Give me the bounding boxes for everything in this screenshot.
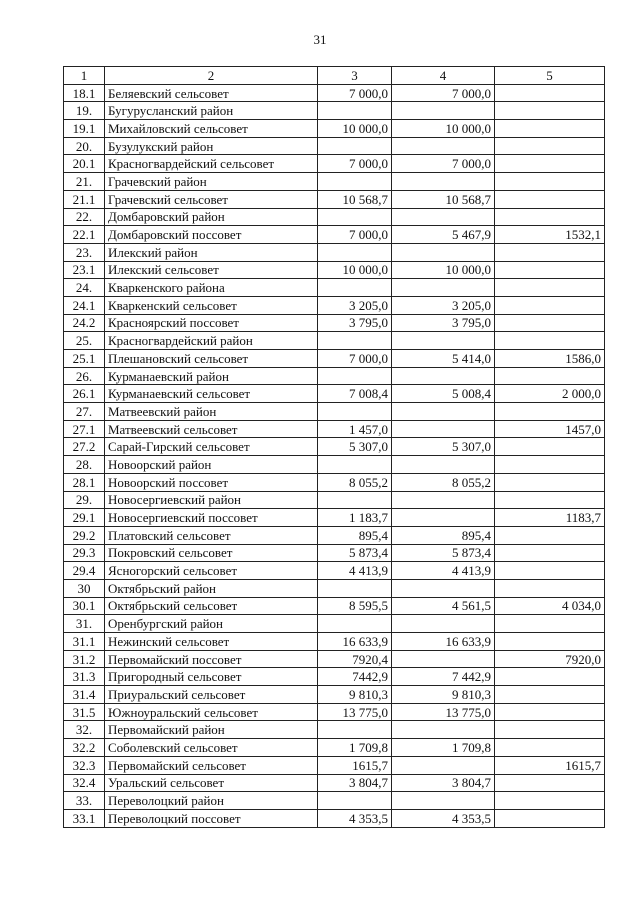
municipality-name: Первомайский район <box>105 721 318 739</box>
amount-col4: 3 205,0 <box>392 296 495 314</box>
amount-col3: 5 307,0 <box>318 438 392 456</box>
budget-table <box>63 66 605 828</box>
amount-col3: 7 000,0 <box>318 155 392 173</box>
amount-col4 <box>392 243 495 261</box>
municipality-name: Оренбургский район <box>105 615 318 633</box>
row-number: 29.1 <box>64 509 105 527</box>
row-number: 20. <box>64 137 105 155</box>
municipality-name: Красногвардейский сельсовет <box>105 155 318 173</box>
amount-col5 <box>495 544 605 562</box>
municipality-name: Плешановский сельсовет <box>105 350 318 368</box>
table-row <box>64 544 605 562</box>
amount-col4 <box>392 456 495 474</box>
amount-col3: 7 000,0 <box>318 350 392 368</box>
amount-col4 <box>392 137 495 155</box>
amount-col3: 895,4 <box>318 526 392 544</box>
municipality-name: Михайловский сельсовет <box>105 120 318 138</box>
amount-col5 <box>495 296 605 314</box>
municipality-name: Бузулукский район <box>105 137 318 155</box>
amount-col4 <box>392 615 495 633</box>
municipality-name: Первомайский поссовет <box>105 650 318 668</box>
municipality-name: Матвеевский сельсовет <box>105 420 318 438</box>
amount-col3: 13 775,0 <box>318 703 392 721</box>
row-number: 26.1 <box>64 385 105 403</box>
row-number: 32.4 <box>64 774 105 792</box>
municipality-name: Новоорский район <box>105 456 318 474</box>
municipality-name: Грачевский сельсовет <box>105 190 318 208</box>
table-row <box>64 367 605 385</box>
row-number: 27.1 <box>64 420 105 438</box>
amount-col4 <box>392 509 495 527</box>
table-row <box>64 739 605 757</box>
amount-col5: 1615,7 <box>495 756 605 774</box>
amount-col4: 4 413,9 <box>392 562 495 580</box>
amount-col5: 1183,7 <box>495 509 605 527</box>
table-row <box>64 456 605 474</box>
row-number: 32. <box>64 721 105 739</box>
amount-col5 <box>495 615 605 633</box>
amount-col4 <box>392 173 495 191</box>
amount-col4 <box>392 208 495 226</box>
row-number: 28.1 <box>64 473 105 491</box>
municipality-name: Пригородный сельсовет <box>105 668 318 686</box>
amount-col5 <box>495 243 605 261</box>
amount-col3: 4 353,5 <box>318 809 392 827</box>
row-number: 31. <box>64 615 105 633</box>
municipality-name: Переволоцкий поссовет <box>105 809 318 827</box>
row-number: 30.1 <box>64 597 105 615</box>
amount-col3: 1615,7 <box>318 756 392 774</box>
table-row <box>64 473 605 491</box>
municipality-name: Домбаровский поссовет <box>105 226 318 244</box>
row-number: 18.1 <box>64 84 105 102</box>
amount-col4: 8 055,2 <box>392 473 495 491</box>
municipality-name: Октябрьский район <box>105 579 318 597</box>
amount-col3 <box>318 721 392 739</box>
row-number: 25.1 <box>64 350 105 368</box>
amount-col5 <box>495 173 605 191</box>
amount-col5 <box>495 403 605 421</box>
municipality-name: Нежинский сельсовет <box>105 633 318 651</box>
amount-col3: 16 633,9 <box>318 633 392 651</box>
page-number: 31 <box>313 32 327 47</box>
amount-col4 <box>392 403 495 421</box>
municipality-name: Матвеевский район <box>105 403 318 421</box>
table-row <box>64 668 605 686</box>
row-number: 19. <box>64 102 105 120</box>
column-header-4: 4 <box>392 67 495 85</box>
amount-col3 <box>318 403 392 421</box>
row-number: 32.2 <box>64 739 105 757</box>
amount-col3: 1 183,7 <box>318 509 392 527</box>
amount-col5: 4 034,0 <box>495 597 605 615</box>
row-number: 21.1 <box>64 190 105 208</box>
amount-col4: 16 633,9 <box>392 633 495 651</box>
table-row <box>64 809 605 827</box>
table-row <box>64 120 605 138</box>
amount-col5 <box>495 137 605 155</box>
table-row <box>64 403 605 421</box>
municipality-name: Приуральский сельсовет <box>105 686 318 704</box>
amount-col3 <box>318 615 392 633</box>
amount-col4: 7 442,9 <box>392 668 495 686</box>
amount-col4: 13 775,0 <box>392 703 495 721</box>
amount-col5 <box>495 562 605 580</box>
table-row <box>64 243 605 261</box>
amount-col3: 7 008,4 <box>318 385 392 403</box>
amount-col5 <box>495 438 605 456</box>
municipality-name: Курманаевский район <box>105 367 318 385</box>
amount-col4: 5 873,4 <box>392 544 495 562</box>
amount-col3: 7 000,0 <box>318 226 392 244</box>
amount-col3: 7442,9 <box>318 668 392 686</box>
amount-col4: 895,4 <box>392 526 495 544</box>
row-number: 25. <box>64 332 105 350</box>
amount-col4 <box>392 650 495 668</box>
municipality-name: Илекский сельсовет <box>105 261 318 279</box>
amount-col3 <box>318 491 392 509</box>
amount-col4 <box>392 792 495 810</box>
amount-col5 <box>495 155 605 173</box>
amount-col3: 3 804,7 <box>318 774 392 792</box>
municipality-name: Южноуральский сельсовет <box>105 703 318 721</box>
column-header-5: 5 <box>495 67 605 85</box>
amount-col4: 1 709,8 <box>392 739 495 757</box>
table-row <box>64 261 605 279</box>
row-number: 20.1 <box>64 155 105 173</box>
amount-col3: 7 000,0 <box>318 84 392 102</box>
row-number: 32.3 <box>64 756 105 774</box>
amount-col4 <box>392 102 495 120</box>
row-number: 29.4 <box>64 562 105 580</box>
municipality-name: Красногвардейский район <box>105 332 318 350</box>
amount-col4: 5 307,0 <box>392 438 495 456</box>
amount-col4: 5 008,4 <box>392 385 495 403</box>
row-number: 23. <box>64 243 105 261</box>
amount-col5 <box>495 491 605 509</box>
municipality-name: Красноярский поссовет <box>105 314 318 332</box>
municipality-name: Бугурусланский район <box>105 102 318 120</box>
amount-col3: 1 709,8 <box>318 739 392 757</box>
amount-col5 <box>495 792 605 810</box>
table-row <box>64 526 605 544</box>
amount-col5 <box>495 367 605 385</box>
table-row <box>64 208 605 226</box>
amount-col3: 3 205,0 <box>318 296 392 314</box>
municipality-name: Грачевский район <box>105 173 318 191</box>
amount-col5 <box>495 84 605 102</box>
amount-col5 <box>495 668 605 686</box>
table-row <box>64 756 605 774</box>
row-number: 29. <box>64 491 105 509</box>
amount-col5 <box>495 703 605 721</box>
row-number: 23.1 <box>64 261 105 279</box>
table-row <box>64 350 605 368</box>
amount-col5 <box>495 332 605 350</box>
table-row <box>64 509 605 527</box>
table-row <box>64 597 605 615</box>
row-number: 19.1 <box>64 120 105 138</box>
table-row <box>64 385 605 403</box>
row-number: 22. <box>64 208 105 226</box>
municipality-name: Илекский район <box>105 243 318 261</box>
amount-col5 <box>495 739 605 757</box>
amount-col4: 4 353,5 <box>392 809 495 827</box>
amount-col3 <box>318 137 392 155</box>
amount-col4: 3 804,7 <box>392 774 495 792</box>
row-number: 31.4 <box>64 686 105 704</box>
municipality-name: Соболевский сельсовет <box>105 739 318 757</box>
amount-col5 <box>495 208 605 226</box>
table-row <box>64 155 605 173</box>
amount-col5 <box>495 633 605 651</box>
row-number: 30 <box>64 579 105 597</box>
amount-col5: 7920,0 <box>495 650 605 668</box>
amount-col3: 5 873,4 <box>318 544 392 562</box>
amount-col3 <box>318 279 392 297</box>
table-row <box>64 562 605 580</box>
row-number: 31.2 <box>64 650 105 668</box>
row-number: 24.2 <box>64 314 105 332</box>
row-number: 29.3 <box>64 544 105 562</box>
amount-col5 <box>495 190 605 208</box>
municipality-name: Кваркенского района <box>105 279 318 297</box>
municipality-name: Новоорский поссовет <box>105 473 318 491</box>
column-header-2: 2 <box>105 67 318 85</box>
table-row <box>64 579 605 597</box>
amount-col4 <box>392 332 495 350</box>
municipality-name: Новосергиевский район <box>105 491 318 509</box>
column-header-3: 3 <box>318 67 392 85</box>
row-number: 31.3 <box>64 668 105 686</box>
row-number: 33. <box>64 792 105 810</box>
table-row <box>64 332 605 350</box>
amount-col5 <box>495 809 605 827</box>
row-number: 31.5 <box>64 703 105 721</box>
table-row <box>64 703 605 721</box>
amount-col3 <box>318 792 392 810</box>
amount-col4 <box>392 367 495 385</box>
amount-col5 <box>495 686 605 704</box>
amount-col4: 4 561,5 <box>392 597 495 615</box>
amount-col4: 7 000,0 <box>392 84 495 102</box>
amount-col4: 10 000,0 <box>392 120 495 138</box>
amount-col3 <box>318 173 392 191</box>
amount-col3: 9 810,3 <box>318 686 392 704</box>
amount-col4 <box>392 756 495 774</box>
amount-col3: 10 000,0 <box>318 261 392 279</box>
amount-col5 <box>495 579 605 597</box>
amount-col4: 9 810,3 <box>392 686 495 704</box>
municipality-name: Новосергиевский поссовет <box>105 509 318 527</box>
municipality-name: Домбаровский район <box>105 208 318 226</box>
amount-col5: 1586,0 <box>495 350 605 368</box>
amount-col5 <box>495 279 605 297</box>
table-row <box>64 650 605 668</box>
municipality-name: Кваркенский сельсовет <box>105 296 318 314</box>
table-row <box>64 774 605 792</box>
municipality-name: Октябрьский сельсовет <box>105 597 318 615</box>
amount-col4: 10 568,7 <box>392 190 495 208</box>
amount-col4 <box>392 579 495 597</box>
amount-col5 <box>495 102 605 120</box>
amount-col5 <box>495 721 605 739</box>
amount-col3: 10 568,7 <box>318 190 392 208</box>
municipality-name: Переволоцкий район <box>105 792 318 810</box>
amount-col5: 2 000,0 <box>495 385 605 403</box>
table-row <box>64 615 605 633</box>
table-row <box>64 438 605 456</box>
amount-col3: 4 413,9 <box>318 562 392 580</box>
table-row <box>64 420 605 438</box>
amount-col3 <box>318 102 392 120</box>
amount-col4 <box>392 279 495 297</box>
row-number: 27. <box>64 403 105 421</box>
amount-col5 <box>495 473 605 491</box>
amount-col3 <box>318 367 392 385</box>
amount-col3 <box>318 332 392 350</box>
row-number: 24. <box>64 279 105 297</box>
amount-col5: 1457,0 <box>495 420 605 438</box>
table-row <box>64 721 605 739</box>
amount-col4: 3 795,0 <box>392 314 495 332</box>
amount-col4 <box>392 721 495 739</box>
row-number: 22.1 <box>64 226 105 244</box>
table-row <box>64 314 605 332</box>
municipality-name: Беляевский сельсовет <box>105 84 318 102</box>
municipality-name: Сарай-Гирский сельсовет <box>105 438 318 456</box>
amount-col4: 10 000,0 <box>392 261 495 279</box>
municipality-name: Курманаевский сельсовет <box>105 385 318 403</box>
amount-col3: 8 595,5 <box>318 597 392 615</box>
amount-col3: 1 457,0 <box>318 420 392 438</box>
table-row <box>64 792 605 810</box>
table-row <box>64 102 605 120</box>
municipality-name: Платовский сельсовет <box>105 526 318 544</box>
amount-col5 <box>495 526 605 544</box>
municipality-name: Первомайский сельсовет <box>105 756 318 774</box>
amount-col3 <box>318 579 392 597</box>
amount-col3: 3 795,0 <box>318 314 392 332</box>
amount-col5: 1532,1 <box>495 226 605 244</box>
table-row <box>64 190 605 208</box>
municipality-name: Покровский сельсовет <box>105 544 318 562</box>
row-number: 31.1 <box>64 633 105 651</box>
amount-col3: 7920,4 <box>318 650 392 668</box>
amount-col4 <box>392 491 495 509</box>
table-row <box>64 686 605 704</box>
row-number: 29.2 <box>64 526 105 544</box>
column-header-1: 1 <box>64 67 105 85</box>
amount-col4: 7 000,0 <box>392 155 495 173</box>
table-row <box>64 137 605 155</box>
amount-col4 <box>392 420 495 438</box>
table-row <box>64 633 605 651</box>
row-number: 28. <box>64 456 105 474</box>
amount-col3: 10 000,0 <box>318 120 392 138</box>
row-number: 27.2 <box>64 438 105 456</box>
amount-col5 <box>495 120 605 138</box>
table-header-row <box>64 67 605 85</box>
table-row <box>64 173 605 191</box>
amount-col3: 8 055,2 <box>318 473 392 491</box>
amount-col3 <box>318 456 392 474</box>
amount-col4: 5 414,0 <box>392 350 495 368</box>
amount-col5 <box>495 261 605 279</box>
amount-col5 <box>495 314 605 332</box>
table-row <box>64 279 605 297</box>
amount-col4: 5 467,9 <box>392 226 495 244</box>
amount-col5 <box>495 774 605 792</box>
row-number: 33.1 <box>64 809 105 827</box>
table-row <box>64 491 605 509</box>
row-number: 21. <box>64 173 105 191</box>
row-number: 24.1 <box>64 296 105 314</box>
table-body <box>64 84 605 827</box>
table-row <box>64 84 605 102</box>
amount-col3 <box>318 243 392 261</box>
table-row <box>64 226 605 244</box>
amount-col3 <box>318 208 392 226</box>
municipality-name: Уральский сельсовет <box>105 774 318 792</box>
table-row <box>64 296 605 314</box>
row-number: 26. <box>64 367 105 385</box>
municipality-name: Ясногорский сельсовет <box>105 562 318 580</box>
amount-col5 <box>495 456 605 474</box>
